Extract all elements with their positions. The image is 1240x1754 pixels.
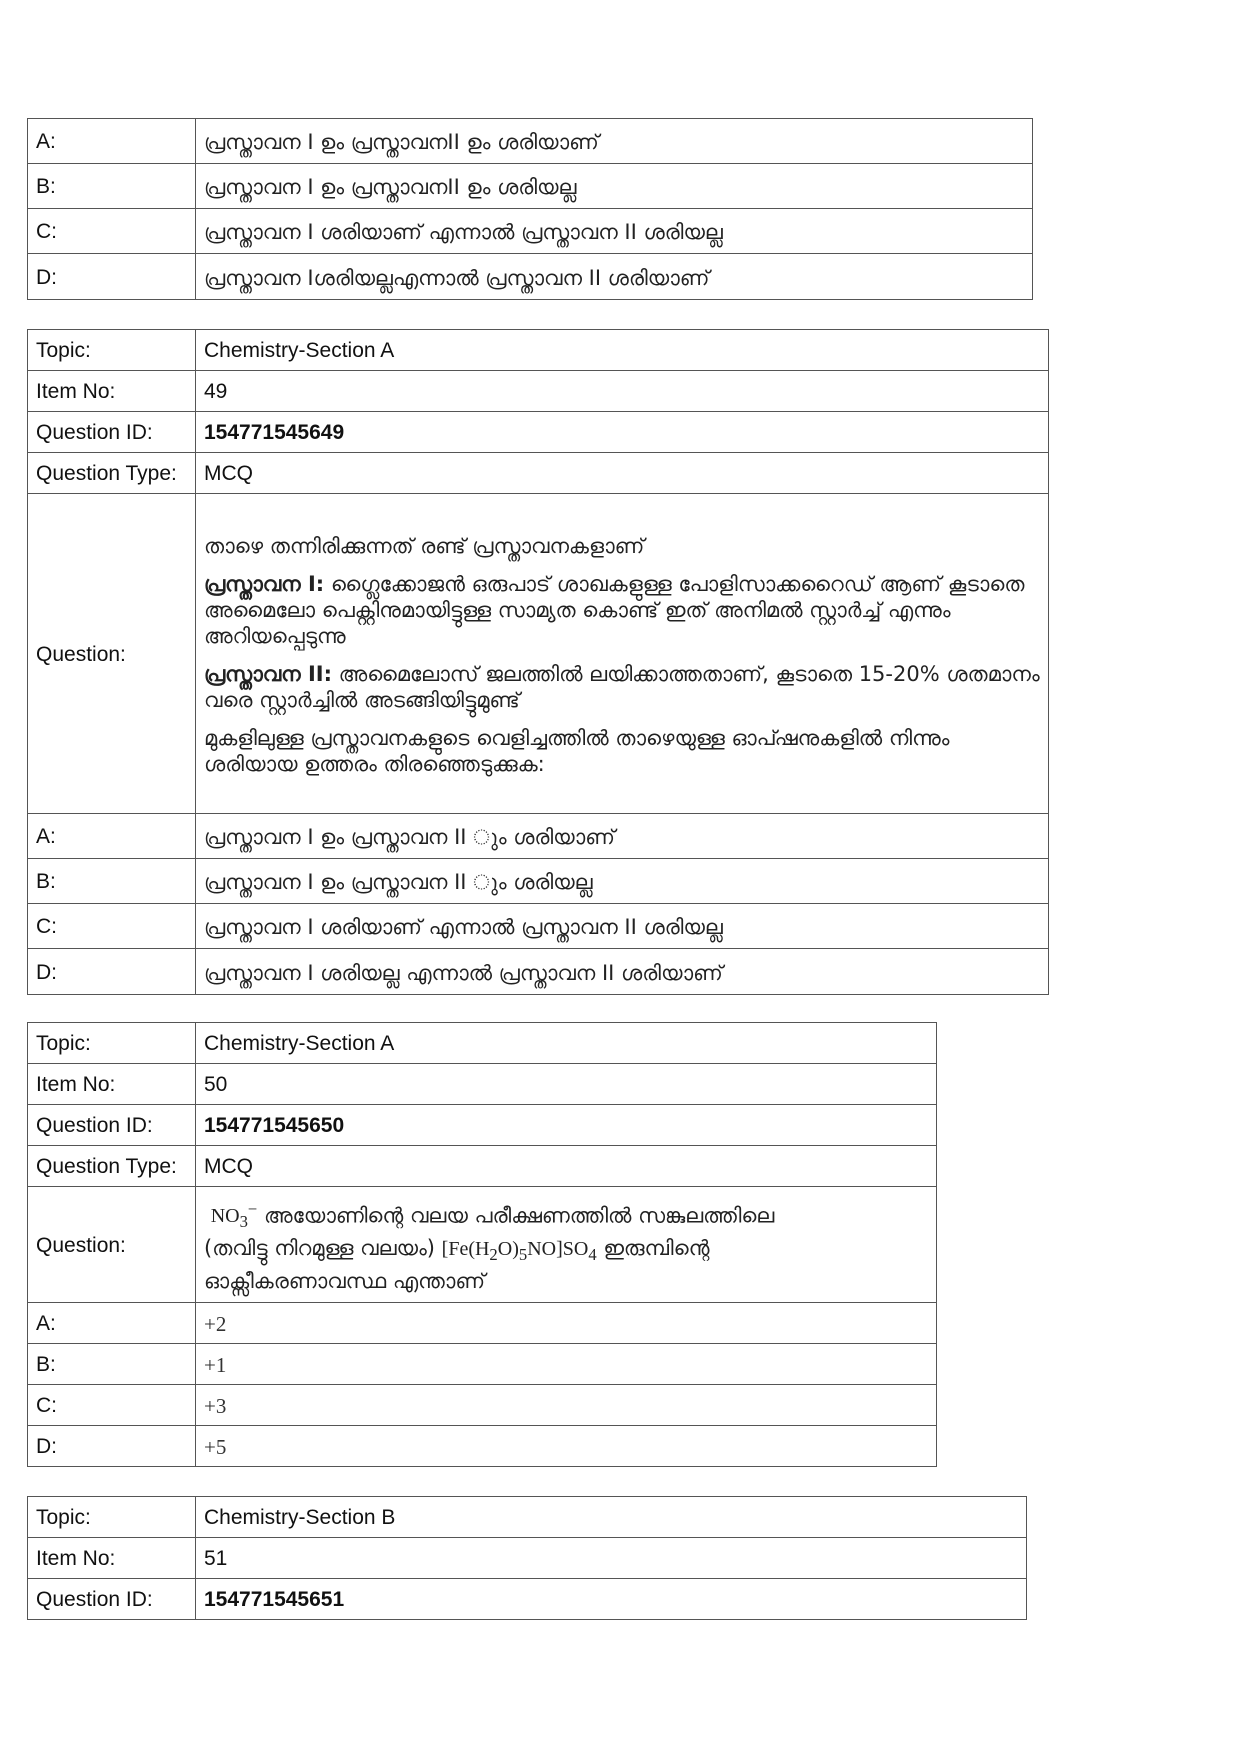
statement-1-text: ഗ്ലൈക്കോജൻ ഒരുപാട് ശാഖകളുള്ള പോളിസാക്കറൈഡ് ആണ് കൂടാതെ അമൈലോ പെക്റ്റിനുമായിട്ടുള്ള സാമ്യത കൊണ്ട് ഇത് അനിമൽ സ്റ്റാർച്ച് എന്നും അറിയപ്പെടുന്നു	[204, 571, 1025, 648]
question-label: Question:	[28, 494, 196, 814]
item-no-label: Item No:	[28, 1538, 196, 1579]
question-instruction: മുകളിലുള്ള പ്രസ്താവനകളുടെ വെളിച്ചത്തിൽ താഴെയുള്ള ഓപ്ഷനുകളിൽ നിന്നും ശരിയായ ഉത്തരം തിരഞ്ഞെടുക്കുക:	[204, 725, 950, 776]
option-a-text: പ്രസ്താവന I ഉം പ്രസ്താവനII ഉം ശരിയാണ്	[196, 119, 1033, 164]
option-d-text: +5	[196, 1426, 937, 1467]
option-a-label: A:	[28, 814, 196, 859]
option-d-label: D:	[28, 254, 196, 300]
statement-2	[204, 661, 1040, 713]
option-b-text: പ്രസ്താവന I ഉം പ്രസ്താവന II ും ശരിയല്ല	[196, 859, 1049, 904]
option-c-text: പ്രസ്താവന I ശരിയാണ് എന്നാൽ പ്രസ്താവന II ശരിയല്ല	[196, 209, 1033, 254]
topic-label: Topic:	[28, 1023, 196, 1064]
option-c-text: +3	[196, 1385, 937, 1426]
question-line-3: ഓക്സീകരണാവസ്ഥ എന്താണ്	[204, 1269, 486, 1294]
option-c-label: C:	[28, 209, 196, 254]
complex-formula: $[Fe(H_2O)_5NO]SO_4$	[441, 1238, 597, 1265]
statement-1-label: പ്രസ്താവന I:	[204, 571, 325, 596]
option-a-text: പ്രസ്താവന I ഉം പ്രസ്താവന II ും ശരിയാണ്	[196, 814, 1049, 859]
question-line-2: (തവിട്ടു നിറമുള്ള വലയം) $[Fe(H_2O)_5NO]SO_4$ ഇരുമ്പിന്റെ	[204, 1236, 710, 1265]
option-d-text: പ്രസ്താവന Iശരിയല്ലഎന്നാൽ പ്രസ്താവന II ശരിയാണ്	[196, 254, 1033, 300]
question-id-value: 154771545651	[196, 1579, 1027, 1620]
option-c-label: C:	[28, 1385, 196, 1426]
item-no-label: Item No:	[28, 371, 196, 412]
topic-value: Chemistry-Section B	[196, 1497, 1027, 1538]
question-48-options-table	[27, 118, 1033, 300]
nitrate-formula: $NO_3^-$	[210, 1199, 258, 1232]
option-c-text: പ്രസ്താവന I ശരിയാണ് എന്നാൽ പ്രസ്താവന II ശരിയല്ല	[196, 904, 1049, 949]
question-text	[196, 494, 1049, 814]
topic-value: Chemistry-Section A	[196, 1023, 937, 1064]
option-d-text: പ്രസ്താവന I ശരിയല്ല എന്നാൽ പ്രസ്താവന II ശരിയാണ്	[196, 949, 1049, 995]
option-b-label: B:	[28, 1344, 196, 1385]
option-a-label: A:	[28, 1303, 196, 1344]
statement-2-text: അമൈലോസ് ജലത്തിൽ ലയിക്കാത്തതാണ്, കൂടാതെ 15-20% ശതമാനം വരെ സ്റ്റാർച്ചിൽ അടങ്ങിയിട്ടുമുണ്ട്	[204, 661, 1040, 712]
question-line-1: $NO_3^-$ അയോണിന്റെ വലയ പരീക്ഷണത്തിൽ സങ്കുലത്തിലെ	[210, 1199, 775, 1232]
question-type-value: MCQ	[196, 453, 1049, 494]
option-d-label: D:	[28, 1426, 196, 1467]
option-a-text: +2	[196, 1303, 937, 1344]
item-no-value: 51	[196, 1538, 1027, 1579]
option-b-label: B:	[28, 859, 196, 904]
topic-value: Chemistry-Section A	[196, 330, 1049, 371]
item-no-label: Item No:	[28, 1064, 196, 1105]
question-51-table	[27, 1496, 1027, 1620]
question-id-value: 154771545650	[196, 1105, 937, 1146]
question-intro: താഴെ തന്നിരിക്കുന്നത് രണ്ട് പ്രസ്താവനകളാണ്	[204, 533, 645, 558]
question-type-label: Question Type:	[28, 453, 196, 494]
question-id-label: Question ID:	[28, 1579, 196, 1620]
question-id-value: 154771545649	[196, 412, 1049, 453]
item-no-value: 50	[196, 1064, 937, 1105]
question-id-label: Question ID:	[28, 412, 196, 453]
statement-1	[204, 571, 1040, 649]
question-49-table	[27, 329, 1049, 995]
question-text	[196, 1187, 937, 1303]
question-type-label: Question Type:	[28, 1146, 196, 1187]
question-type-value: MCQ	[196, 1146, 937, 1187]
option-d-label: D:	[28, 949, 196, 995]
option-b-text: +1	[196, 1344, 937, 1385]
option-c-label: C:	[28, 904, 196, 949]
option-b-label: B:	[28, 164, 196, 209]
topic-label: Topic:	[28, 330, 196, 371]
question-id-label: Question ID:	[28, 1105, 196, 1146]
topic-label: Topic:	[28, 1497, 196, 1538]
statement-2-label: പ്രസ്താവന II:	[204, 661, 332, 686]
question-50-table	[27, 1022, 937, 1467]
option-b-text: പ്രസ്താവന I ഉം പ്രസ്താവനII ഉം ശരിയല്ല	[196, 164, 1033, 209]
option-a-label: A:	[28, 119, 196, 164]
item-no-value: 49	[196, 371, 1049, 412]
question-label: Question:	[28, 1187, 196, 1303]
